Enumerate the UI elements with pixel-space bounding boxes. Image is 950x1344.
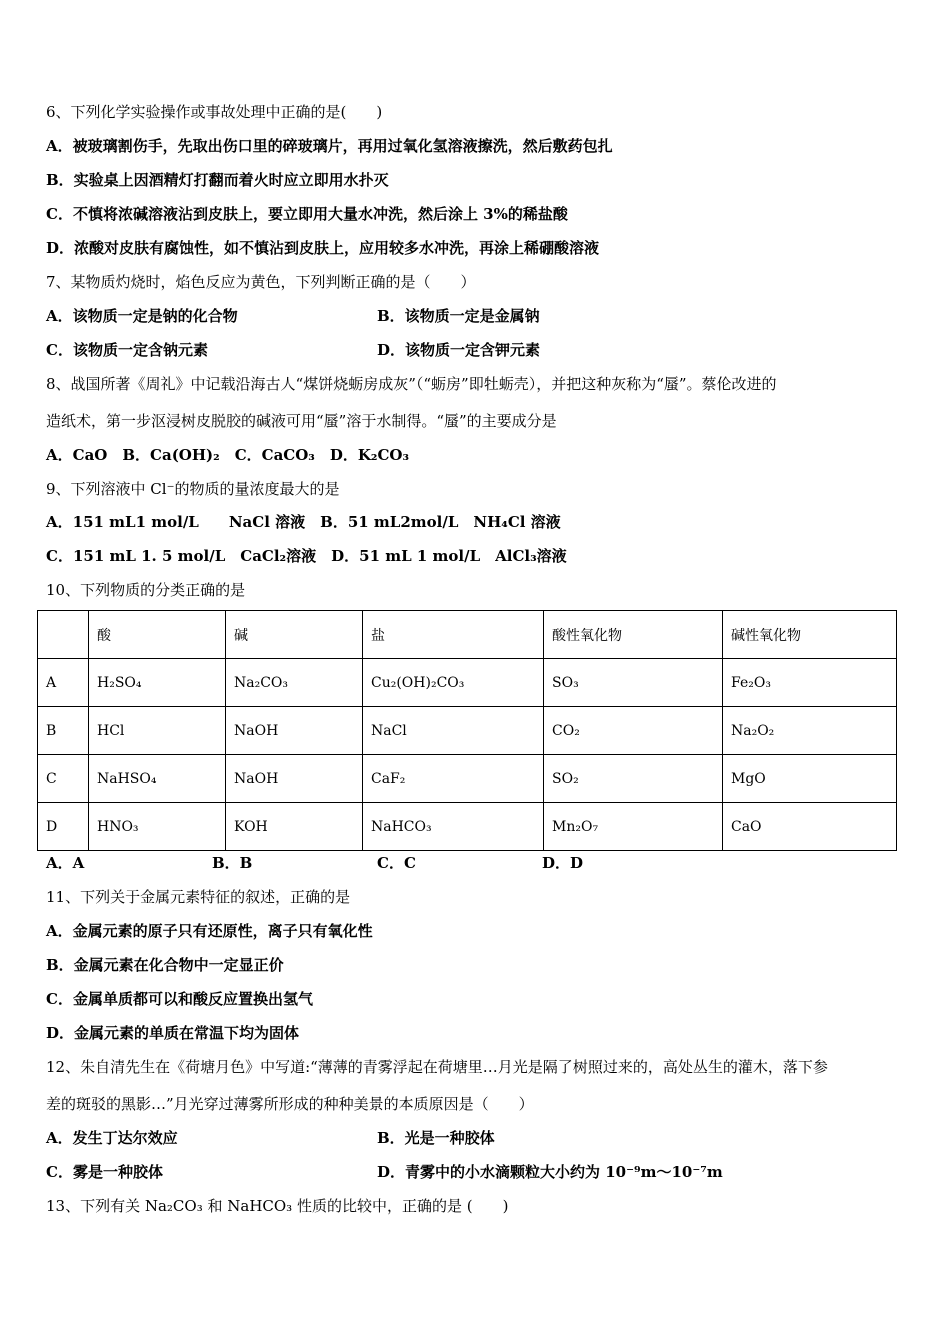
q10-option-d: D．D [542, 854, 584, 872]
table-header-cell: 酸 [89, 611, 226, 659]
table-cell: MgO [723, 755, 897, 803]
q9-options-ab: A．151 mL1 mol/L NaCl 溶液 B．51 mL2mol/L NH₄Cl 溶液 [46, 513, 561, 531]
q9-stem: 9、下列溶液中 Cl⁻的物质的量浓度最大的是 [46, 480, 340, 498]
q8-options: A．CaO B．Ca(OH)₂ C．CaCO₃ D．K₂CO₃ [46, 446, 410, 464]
q13-stem: 13、下列有关 Na₂CO₃ 和 NaHCO₃ 性质的比较中，正确的是 ( ) [46, 1197, 509, 1215]
table-row [38, 803, 897, 851]
q12-option-c: C．雾是一种胶体 [46, 1163, 163, 1181]
table-cell: NaOH [226, 707, 363, 755]
table-cell: Fe₂O₃ [723, 659, 897, 707]
q11-option-d: D．金属元素的单质在常温下均为固体 [46, 1024, 300, 1042]
table-cell: D [38, 803, 89, 851]
table-header-cell: 碱性氧化物 [723, 611, 897, 659]
q11-stem: 11、下列关于金属元素特征的叙述，正确的是 [46, 888, 351, 906]
q12-option-a: A．发生丁达尔效应 [46, 1129, 178, 1147]
table-cell: NaCl [363, 707, 544, 755]
q6-option-a: A．被玻璃割伤手，先取出伤口里的碎玻璃片，再用过氧化氢溶液擦洗，然后敷药包扎 [46, 137, 613, 155]
table-cell: Cu₂(OH)₂CO₃ [363, 659, 544, 707]
q7-option-d: D．该物质一定含钾元素 [377, 341, 541, 359]
q11-option-c: C．金属单质都可以和酸反应置换出氢气 [46, 990, 313, 1008]
q11-option-b: B．金属元素在化合物中一定显正价 [46, 956, 284, 974]
q6-option-d: D．浓酸对皮肤有腐蚀性，如不慎沾到皮肤上，应用较多水冲洗，再涂上稀硼酸溶液 [46, 239, 600, 257]
q7-option-c: C．该物质一定含钠元素 [46, 341, 208, 359]
q6-option-b: B．实验桌上因酒精灯打翻而着火时应立即用水扑灭 [46, 171, 389, 189]
table-cell: HCl [89, 707, 226, 755]
q7-stem: 7、某物质灼烧时，焰色反应为黄色，下列判断正确的是（ ） [46, 273, 476, 291]
table-header-cell [38, 611, 89, 659]
q12-option-b: B．光是一种胶体 [377, 1129, 495, 1147]
table-cell: CaF₂ [363, 755, 544, 803]
table-cell: SO₃ [544, 659, 723, 707]
table-header-cell: 碱 [226, 611, 363, 659]
q6-option-c: C．不慎将浓碱溶液沾到皮肤上，要立即用大量水冲洗，然后涂上 3%的稀盐酸 [46, 205, 568, 223]
table-cell: H₂SO₄ [89, 659, 226, 707]
table-cell: CO₂ [544, 707, 723, 755]
q10-option-b: B．B [212, 854, 253, 872]
q12-stem-line2: 差的斑驳的黑影…”月光穿过薄雾所形成的种种美景的本质原因是（ ） [46, 1095, 534, 1113]
q8-stem-line2: 造纸术，第一步沤浸树皮脱胶的碱液可用“蜃”溶于水制得。“蜃”的主要成分是 [46, 412, 557, 430]
q6-stem: 6、下列化学实验操作或事故处理中正确的是( ) [46, 103, 383, 121]
table-cell: CaO [723, 803, 897, 851]
table-row [38, 755, 897, 803]
q10-option-c: C．C [377, 854, 416, 872]
table-header-row [38, 611, 897, 659]
q9-options-cd: C．151 mL 1. 5 mol/L CaCl₂溶液 D．51 mL 1 mol/L AlCl₃溶液 [46, 547, 567, 565]
table-cell: Na₂CO₃ [226, 659, 363, 707]
table-cell: NaHSO₄ [89, 755, 226, 803]
table-row [38, 707, 897, 755]
table-cell: C [38, 755, 89, 803]
q7-option-a: A．该物质一定是钠的化合物 [46, 307, 238, 325]
table-cell: NaOH [226, 755, 363, 803]
q7-option-b: B．该物质一定是金属钠 [377, 307, 540, 325]
table-header-cell: 盐 [363, 611, 544, 659]
table-cell: Na₂O₂ [723, 707, 897, 755]
table-cell: SO₂ [544, 755, 723, 803]
table-cell: NaHCO₃ [363, 803, 544, 851]
q12-stem-line1: 12、朱自清先生在《荷塘月色》中写道:“薄薄的青雾浮起在荷塘里…月光是隔了树照过来的，高处丛生的灌木，落下参 [46, 1058, 828, 1076]
q8-stem-line1: 8、战国所著《周礼》中记载沿海古人“煤饼烧蛎房成灰”（“蛎房”即牡蛎壳），并把这种灰称为“蜃”。蔡伦改进的 [46, 375, 777, 393]
table-cell: KOH [226, 803, 363, 851]
table-cell: Mn₂O₇ [544, 803, 723, 851]
table-header-cell: 酸性氧化物 [544, 611, 723, 659]
table-cell: A [38, 659, 89, 707]
table-row [38, 659, 897, 707]
table-cell: HNO₃ [89, 803, 226, 851]
classification-table [37, 610, 897, 851]
q10-option-a: A．A [46, 854, 85, 872]
q11-option-a: A．金属元素的原子只有还原性，离子只有氧化性 [46, 922, 373, 940]
q10-stem: 10、下列物质的分类正确的是 [46, 581, 246, 599]
table-cell: B [38, 707, 89, 755]
q12-option-d: D．青雾中的小水滴颗粒大小约为 10⁻⁹m～10⁻⁷m [377, 1163, 723, 1181]
